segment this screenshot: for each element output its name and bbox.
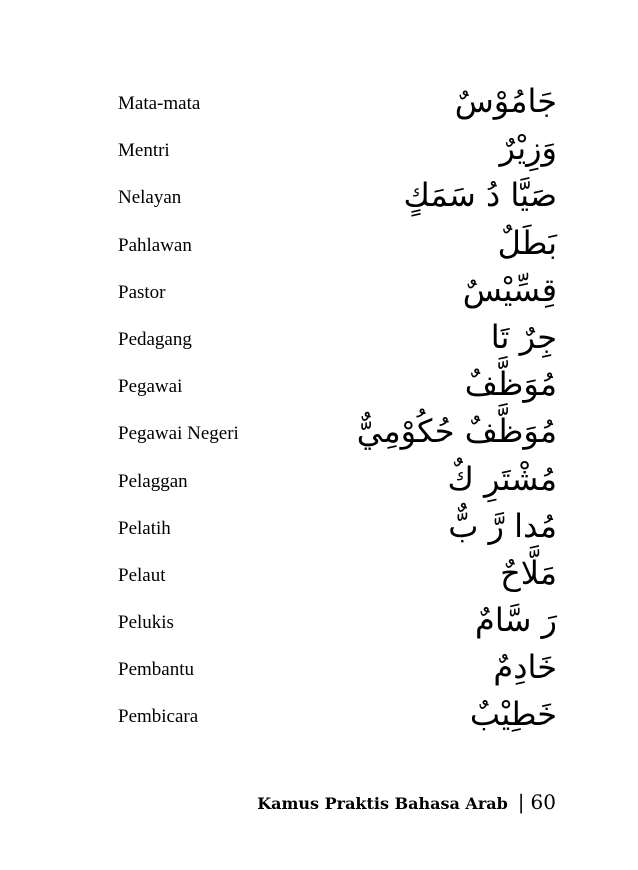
latin-word: Pegawai [118,376,183,398]
arabic-word: خَادِمٌ [493,648,557,687]
entry-row [0,220,638,267]
arabic-word: مُدا رَّ بٌّ [448,506,557,545]
latin-word: Pedagang [118,328,192,350]
arabic-word: خَطِيْبٌ [469,695,557,734]
arabic-word: مُشْتَرِ كٌ [447,459,557,498]
entry-row [0,503,638,550]
arabic-word: مُوَظَّفٌ حُكُوْمِيٌّ [356,412,557,451]
entry-row [0,456,638,503]
latin-word: Pelaut [118,564,166,586]
entry-row [0,314,638,361]
arabic-word: جَامُوْسٌ [454,82,557,120]
arabic-word: بَطَلٌ [497,223,557,262]
arabic-word: وَزِيْرٌ [499,129,557,168]
arabic-word: مُوَظَّفٌ [464,365,557,404]
latin-word: Pembicara [118,706,199,728]
entry-row [0,125,638,172]
entry-list [0,78,638,739]
entry-row [0,550,638,597]
arabic-word: صَيَّا دُ سَمَكٍ [403,176,557,215]
arabic-word: مَلَّاحٌ [500,553,557,592]
latin-word: Pegawai Negeri [118,423,239,445]
latin-word: Pahlawan [118,234,192,256]
entry-row [0,172,638,219]
page-footer [257,790,556,814]
latin-word: Pastor [118,281,166,303]
entry-row [0,267,638,314]
latin-word: Pembantu [118,659,194,681]
latin-word: Nelayan [118,187,182,209]
entry-row [0,78,638,125]
footer-separator: | [517,790,525,814]
entry-row [0,408,638,455]
entry-row [0,597,638,644]
latin-word: Mentri [118,140,170,162]
latin-word: Pelaggan [118,470,188,492]
entry-row [0,361,638,408]
page-number: 60 [530,790,556,814]
latin-word: Mata-mata [118,93,201,114]
arabic-word: قِسِّيْسٌ [462,270,557,309]
entry-row [0,691,638,738]
arabic-word: رَ سَّامٌ [475,601,557,640]
entry-row [0,644,638,691]
latin-word: Pelatih [118,517,171,539]
book-title: Kamus Praktis Bahasa Arab [257,794,508,813]
latin-word: Pelukis [118,612,174,634]
arabic-word: جِرٌ تَا [490,317,557,356]
